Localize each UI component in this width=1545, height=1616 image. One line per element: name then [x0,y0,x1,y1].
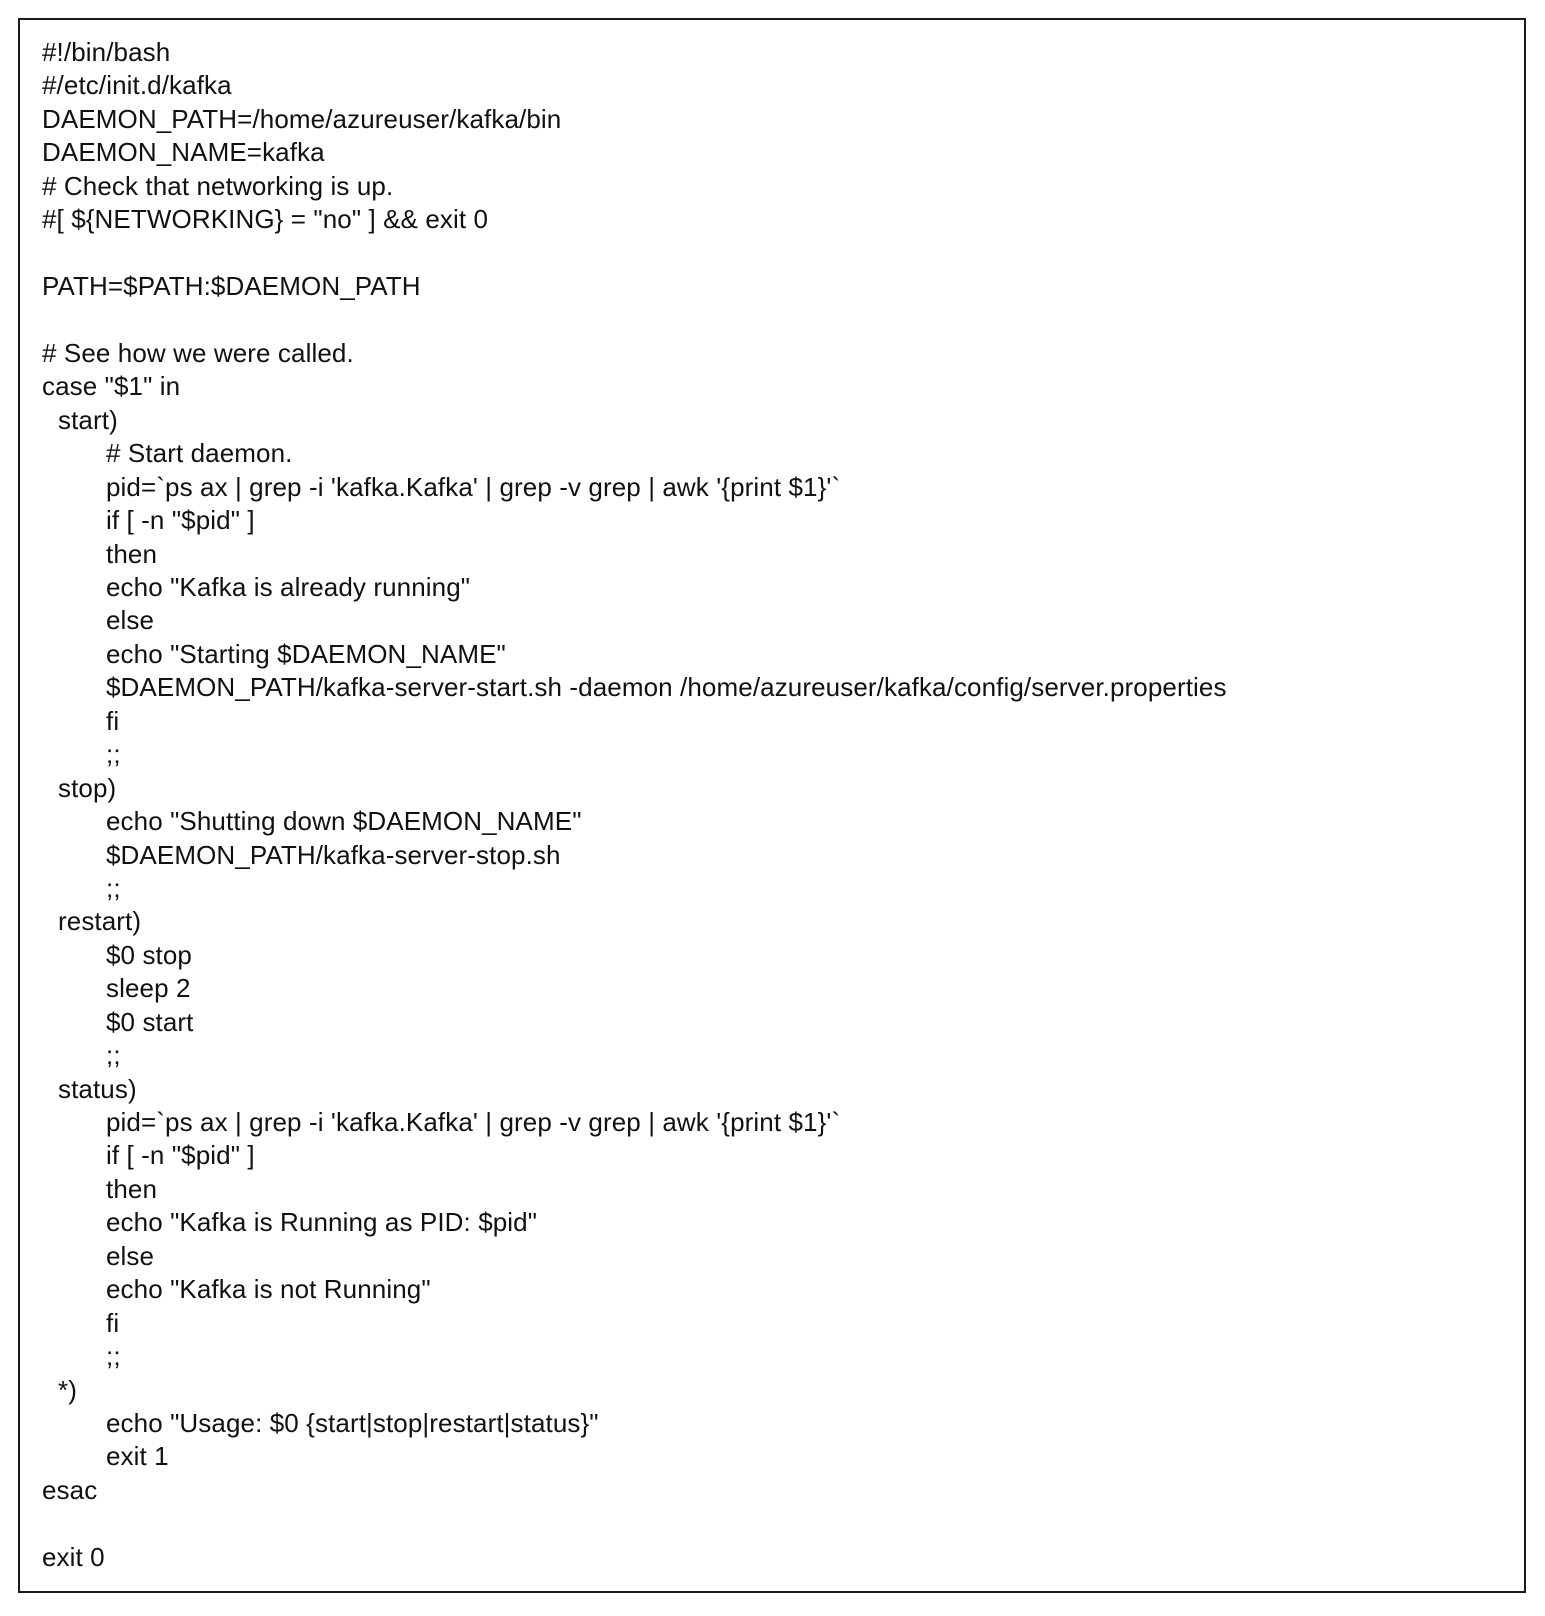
code-line: # Start daemon. [106,438,293,469]
code-line: fi [106,1307,120,1338]
code-line: PATH=$PATH:$DAEMON_PATH [42,271,421,302]
code-line: $0 start [106,1006,194,1037]
code-line: case "$1" in [42,371,181,402]
code-line: DAEMON_NAME=kafka [42,137,325,168]
code-line: pid=`ps ax | grep -i 'kafka.Kafka' | grep -v grep | awk '{print $1}'` [106,1107,841,1137]
code-line: *) [58,1374,77,1405]
code-line: restart) [58,906,142,937]
code-line: #!/bin/bash [42,37,171,67]
code-line: exit 0 [42,1541,105,1572]
code-line [42,237,1227,270]
code-line: if [ -n "$pid" ] [106,505,255,536]
code-line: # Check that networking is up. [42,170,394,201]
code-line: DAEMON_PATH=/home/azureuser/kafka/bin [42,103,562,134]
code-line: if [ -n "$pid" ] [106,1140,255,1171]
code-line: sleep 2 [106,973,191,1004]
code-line: echo "Starting $DAEMON_NAME" [106,638,506,669]
code-line: echo "Usage: $0 {start|stop|restart|status}" [106,1407,599,1438]
code-line: status) [58,1073,137,1104]
code-lines [42,36,1227,1574]
code-line: then [106,1173,158,1204]
code-line: ;; [106,872,121,903]
code-line: echo "Kafka is Running as PID: $pid" [106,1207,538,1238]
code-line: ;; [106,739,121,770]
code-line: esac [42,1474,98,1505]
code-line: exit 1 [106,1441,169,1472]
code-line: $0 stop [106,939,192,970]
code-line: ;; [106,1341,121,1372]
code-line [42,304,1227,337]
code-line: fi [106,705,120,736]
code-line: pid=`ps ax | grep -i 'kafka.Kafka' | grep -v grep | awk '{print $1}'` [106,471,841,502]
code-line: echo "Shutting down $DAEMON_NAME" [106,806,582,837]
code-line: $DAEMON_PATH/kafka-server-stop.sh [106,839,561,870]
code-line: start) [58,404,118,435]
code-line: then [106,538,158,569]
code-line: echo "Kafka is not Running" [106,1274,431,1305]
code-line [42,1507,1227,1540]
code-line: $DAEMON_PATH/kafka-server-start.sh -daemon /home/azureuser/kafka/config/server.properties [106,672,1227,703]
code-line: # See how we were called. [42,337,354,368]
code-listing-box [18,18,1526,1593]
code-line: else [106,605,155,636]
code-line: ;; [106,1040,121,1071]
code-line: echo "Kafka is already running" [106,572,471,602]
code-line: #/etc/init.d/kafka [42,70,232,101]
code-line: stop) [58,772,117,803]
code-line: #[ ${NETWORKING} = "no" ] && exit 0 [42,204,489,235]
code-line: else [106,1240,155,1271]
